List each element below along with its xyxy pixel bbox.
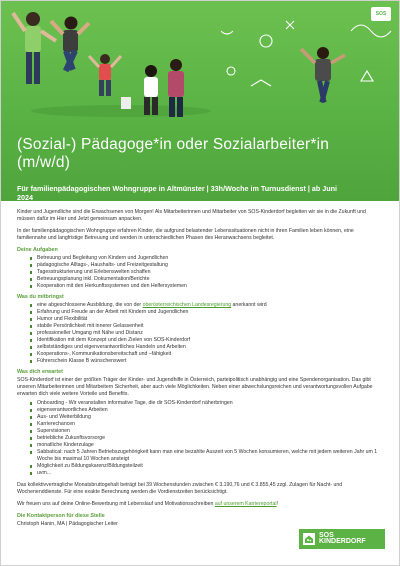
- sos-badge-icon: SOS: [371, 7, 391, 21]
- job-description: [17, 209, 383, 528]
- landesregierung-link[interactable]: oberösterreichischen Landesregierung: [142, 302, 232, 308]
- list-mitbringst: [31, 302, 383, 365]
- person-adult-left: [13, 12, 56, 84]
- person-child-right: [301, 47, 345, 103]
- list-item: Betreuungsplanung inkl. Dokumentation/Berichte: [31, 276, 383, 283]
- section-heading-mitbringst: Was du mitbringst: [17, 294, 64, 300]
- contact-heading: Die Kontaktperson für diese Stelle: [17, 513, 105, 519]
- list-item: professioneller Umgang mit Nähe und Distanz: [31, 330, 383, 337]
- application-text: Wir freuen uns auf deine Online-Bewerbung mit Lebenslauf und Motivationsschreiben: [17, 501, 215, 507]
- person-adult-jumping: [51, 17, 89, 73]
- stool-decor: [121, 97, 131, 109]
- list-item: selbstständiges und eigenverantwortliches Handeln und Arbeiten: [31, 344, 383, 351]
- list-aufgaben: [31, 255, 383, 290]
- list-item: Kooperation mit den Herkunftssystemen und den Helfersystemen: [31, 283, 383, 290]
- list-item: Identifikation mit dem Konzept und den Zielen von SOS-Kinderdorf: [31, 337, 383, 344]
- logo-text: [319, 533, 366, 546]
- sos-house-icon: [303, 533, 315, 545]
- contact-name: Christoph Hanin, MA | Pädagogischer Leiter: [17, 521, 118, 527]
- application-text-end: !: [276, 501, 278, 507]
- intro-paragraph-1: Kinder und Jugendliche sind die Erwachsenen von Morgen! Als Mitarbeiterinnen und Mitarbeiter von SOS-Kinderdorf begleiten wir sie in die Zukunft und müssen dafür im Hier und Jetzt gemeinsam anpacken.: [17, 209, 366, 222]
- career-portal-link[interactable]: auf unserem Karriereportal: [214, 501, 277, 507]
- list-item: Kooperations-, Kommunikationsbereitschaft und –fähigkeit: [31, 351, 383, 358]
- intro-paragraph-2: In der familienpädagogischen Wohngruppe erfahren Kinder, die aufgrund belastender Lebenssituationen nicht in ihren Familien leben können, eine familiennahe und langfristige Betreuung und werden in unterschiedlichen Phasen des Heranwachsens begleitet.: [17, 228, 354, 241]
- list-item: monatliche Kinderzulage: [31, 442, 383, 449]
- section-heading-erwartet: Was dich erwartet: [17, 369, 63, 375]
- person-child-swinging: [89, 54, 121, 96]
- list-item: betriebliche Zukunftsvorsorge: [31, 435, 383, 442]
- section-mitbringst: [17, 294, 383, 365]
- logo-text-line2: KINDERDORF: [319, 538, 366, 545]
- list-item: Humor und Flexibilität: [31, 316, 383, 323]
- list-item: Führerschein Klasse B wünschenswert: [31, 358, 383, 365]
- section-heading-aufgaben: Deine Aufgaben: [17, 247, 58, 253]
- list-item: Tagesstrukturierung und Erlebenswelten schaffen: [31, 269, 383, 276]
- list-item: Onboarding - Wir veranstalten informative Tage, die dir SOS-Kinderdorf näherbringen: [31, 400, 383, 407]
- sos-kinderdorf-logo: [299, 529, 385, 549]
- list-item: eigenverantwortliches Arbeiten: [31, 407, 383, 414]
- title-band: [1, 118, 399, 201]
- list-erwartet: [31, 400, 383, 477]
- application-paragraph: [17, 501, 383, 508]
- erwartet-paragraph: SOS-Kinderdorf ist einer der größten Träger der Kinder- und Jugendhilfe in Österreich, parteipolitisch unabhängig und eine Spendenorganisation. Das gibt unseren Mitarbeiterinnen und Mitarbeitern Sicherheit, aber auch viele Möglichkeiten. Neben einer abwechslungsreichen und verantwortungsvollen Aufgabe erwarten dich viele weitere Vorteile und Benefits.: [17, 377, 373, 397]
- list-item: Sabbatical: nach 5 Jahren Betriebszugehörigkeit kann man eine bezahlte Auszeit von 5 Wochen konsumieren, welche mit jedem weiteren Jahr um 1 Woche bis maximal 10 Wochen ansteigt: [31, 449, 383, 463]
- section-erwartet: [17, 369, 383, 477]
- hero-banner: [1, 1, 399, 201]
- list-item: uvm...: [31, 470, 383, 477]
- list-item: Möglichkeit zu Bildungskarenz/Bildungsteilzeit: [31, 463, 383, 470]
- job-title: (Sozial-) Pädagoge*in oder Sozialarbeiter*in (m/w/d): [17, 136, 330, 171]
- list-item: Erfahrung und Freude an der Arbeit mit Kindern und Jugendlichen: [31, 309, 383, 316]
- section-aufgaben: [17, 247, 383, 290]
- list-item-text: eine abgeschlossene Ausbildung, die von der: [37, 302, 143, 308]
- logo-text-line1: SOS: [319, 531, 334, 539]
- salary-paragraph: Das kollektivvertragliche Monatsbruttogehalt beträgt bei 39 Wochenstunden zwischen € 3.190,76 und € 3.855,45 zzgl. Zulagen für Nacht- und Wochenenddienste. Für eine exakte Berechnung werden die Vordienstzeiten berücksichtigt.: [17, 482, 343, 495]
- list-item: Aus- und Weiterbildung: [31, 414, 383, 421]
- list-item: [31, 302, 383, 309]
- list-item: Supervisionen: [31, 428, 383, 435]
- list-item: Betreuung und Begleitung von Kindern und Jugendlichen: [31, 255, 383, 262]
- list-item: pädagogische Alltags-, Haushalts- und Freizeitgestaltung: [31, 262, 383, 269]
- list-item-text: anerkannt wird: [231, 302, 267, 308]
- list-item: Karrierechancen: [31, 421, 383, 428]
- job-subtitle: Für familienpädagogischen Wohngruppe in Altmünster | 33h/Woche im Turnusdienst | ab Juni 2024: [17, 184, 338, 201]
- list-item: stabile Persönlichkeit mit innerer Gelassenheit: [31, 323, 383, 330]
